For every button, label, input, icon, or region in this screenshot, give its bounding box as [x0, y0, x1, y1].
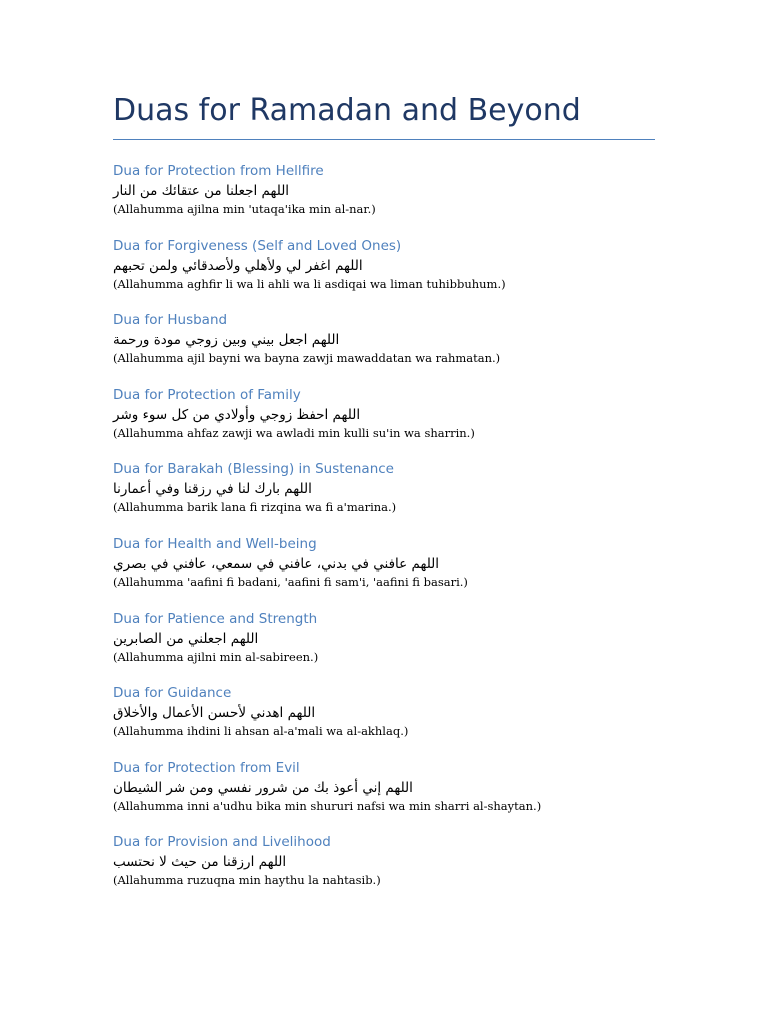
dua-arabic-text: اللهم اغفر لي ولأهلي ولأصدقائي ولمن تحبهم	[113, 257, 363, 274]
dua-heading: Dua for Protection of Family	[113, 386, 301, 403]
dua-transliteration: (Allahumma ahfaz zawji wa awladi min kulli su'in wa sharrin.)	[113, 425, 475, 440]
dua-transliteration: (Allahumma ruzuqna min haythu la nahtasib.)	[113, 873, 381, 888]
dua-arabic-text: اللهم اجعلنا من عتقائك من النار	[113, 183, 290, 199]
dua-heading: Dua for Husband	[113, 312, 228, 329]
dua-transliteration: (Allahumma aghfir li wa li ahli wa li asdiqai wa liman tuhibbuhum.)	[113, 276, 506, 291]
dua-transliteration: (Allahumma inni a'udhu bika min shururi nafsi wa min sharri al-shaytan.)	[113, 798, 542, 813]
dua-arabic-text: اللهم اجعلني من الصابرين	[113, 630, 259, 647]
dua-arabic-text: اللهم إني أعوذ بك من شرور نفسي ومن شر الشيطان	[113, 779, 413, 796]
dua-transliteration: (Allahumma barik lana fi rizqina wa fi a'marina.)	[113, 500, 397, 515]
dua-transliteration: (Allahumma ajil bayni wa bayna zawji mawaddatan wa rahmatan.)	[113, 351, 501, 366]
dua-heading: Dua for Protection from Evil	[113, 759, 300, 776]
dua-section-guidance	[113, 683, 655, 758]
dua-section-provision	[113, 832, 655, 907]
dua-transliteration: (Allahumma ajilna min 'utaqa'ika min al-nar.)	[113, 202, 376, 216]
dua-arabic-text: اللهم ارزقنا من حيث لا نحتسب	[113, 854, 287, 871]
dua-arabic-text: اللهم اجعل بيني وبين زوجي مودة ورحمة	[113, 332, 340, 349]
dua-heading: Dua for Patience and Strength	[113, 610, 318, 627]
dua-section-protection-of-family	[113, 385, 655, 460]
dua-list	[113, 161, 655, 907]
dua-transliteration: (Allahumma ajilni min al-sabireen.)	[113, 649, 319, 664]
dua-section-barakah	[113, 459, 655, 534]
dua-section-health	[113, 534, 655, 609]
dua-section-patience	[113, 609, 655, 684]
document-title: Duas for Ramadan and Beyond	[113, 93, 581, 128]
dua-section-husband	[113, 310, 655, 385]
dua-heading: Dua for Barakah (Blessing) in Sustenance	[113, 461, 394, 478]
dua-heading: Dua for Health and Well-being	[113, 535, 317, 552]
dua-section-protection-from-hellfire	[113, 161, 655, 236]
dua-heading: Dua for Protection from Hellfire	[113, 163, 324, 179]
dua-arabic-text: اللهم اهدني لأحسن الأعمال والأخلاق	[113, 705, 316, 722]
dua-transliteration: (Allahumma 'aafini fi badani, 'aafini fi sam'i, 'aafini fi basari.)	[113, 574, 468, 589]
dua-arabic-text: اللهم عافني في بدني، عافني في سمعي، عافني في بصري	[113, 555, 440, 572]
dua-heading: Dua for Guidance	[113, 685, 232, 702]
dua-section-protection-from-evil	[113, 758, 655, 833]
dua-transliteration: (Allahumma ihdini li ahsan al-a'mali wa al-akhlaq.)	[113, 724, 409, 739]
dua-arabic-text: اللهم بارك لنا في رزقنا وفي أعمارنا	[113, 481, 312, 498]
dua-arabic-text: اللهم احفظ زوجي وأولادي من كل سوء وشر	[113, 406, 361, 423]
dua-heading: Dua for Forgiveness (Self and Loved Ones)	[113, 237, 402, 254]
dua-section-forgiveness	[113, 236, 655, 311]
title-underline-divider	[113, 139, 655, 140]
dua-heading: Dua for Provision and Livelihood	[113, 834, 331, 851]
